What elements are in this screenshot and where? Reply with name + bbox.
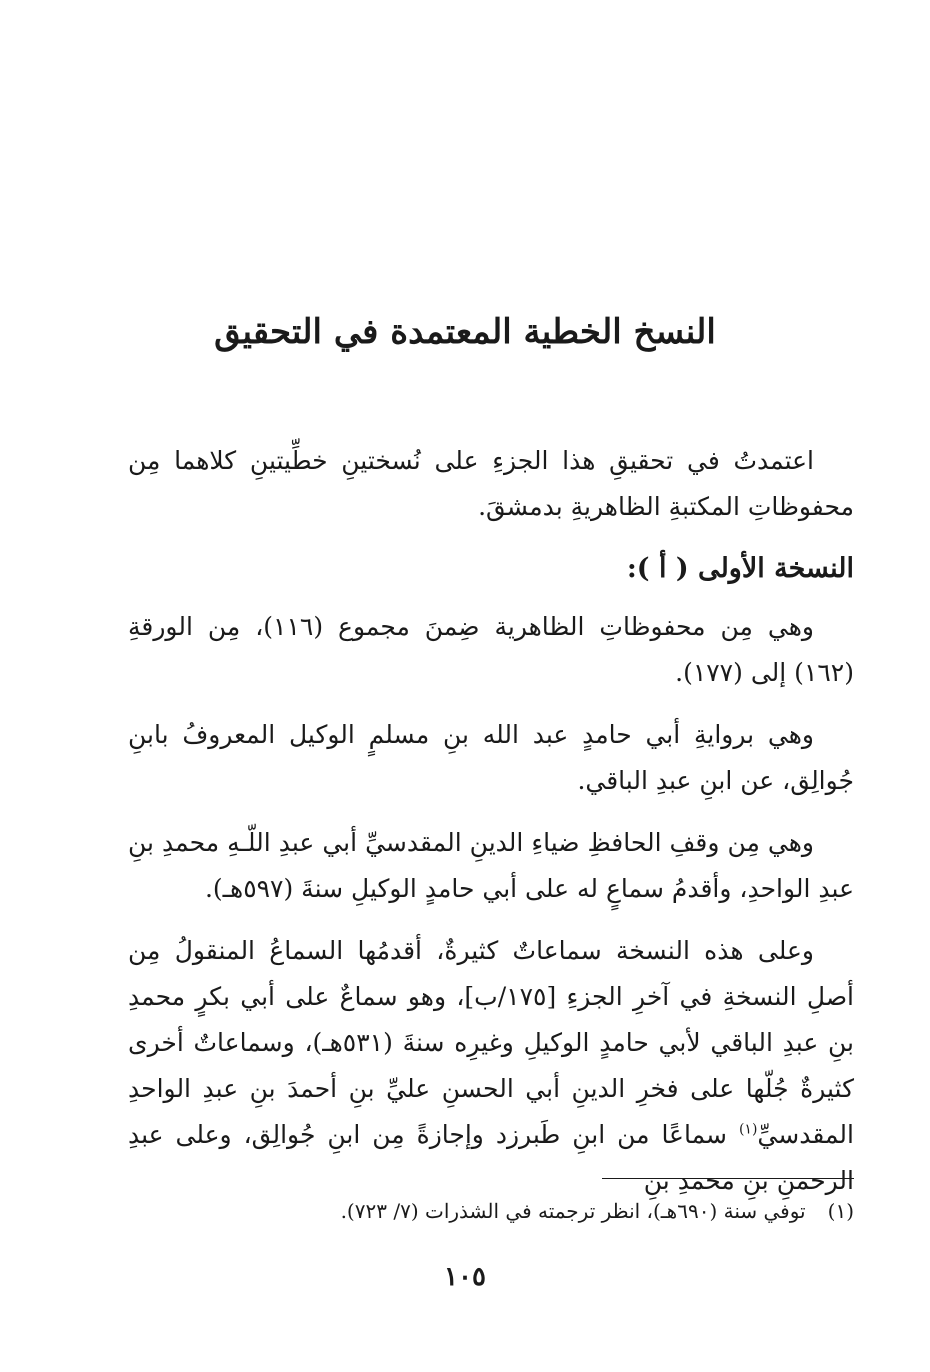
- footnote-marker: (١): [827, 1199, 854, 1223]
- page-number: ١٠٥: [444, 1262, 486, 1292]
- footnote-text: توفي سنة (٦٩٠هـ)، انظر ترجمته في الشذرات (٧/ ٧٢٣).: [340, 1199, 806, 1223]
- footnote-reference: (١): [738, 1121, 758, 1138]
- paragraph-2: وهي بروايةِ أبي حامدٍ عبد الله بنِ مسلمٍ الوكيل المعروفُ بابنِ جُوالِق، عن ابنِ عبدِ الباقي.: [128, 720, 854, 795]
- main-text: [128, 438, 854, 1220]
- footnote-divider: [602, 1178, 854, 1179]
- intro-paragraph: اعتمدتُ في تحقيقِ هذا الجزءِ على نُسختينِ خطِّيتينِ كلاهما مِن محفوظاتِ المكتبةِ الظاهريةِ بدمشقَ.: [128, 446, 854, 521]
- page-title: النسخ الخطية المعتمدة في التحقيق: [214, 312, 716, 352]
- paragraph-4: [128, 928, 854, 1204]
- paragraph-1: وهي مِن محفوظاتِ الظاهرية ضِمنَ مجموع (١١٦)، مِن الورقةِ (١٦٢) إلى (١٧٧).: [128, 612, 854, 687]
- paragraph-4-part-1: وعلى هذه النسخة سماعاتٌ كثيرةٌ، أقدمُها السماعُ المنقولُ مِن أصلِ النسخةِ في آخرِ الجزءِ [١٧٥/ب]، وهو سماعٌ على أبي بكرٍ محمدِ بنِ عبدِ الباقي لأبي حامدٍ الوكيلِ وغيرِه سنةَ (٥٣١هـ)، وسماعاتٌ أخرى كثيرةٌ جُلّها على فخرِ الدينِ أبي الحسنِ عليِّ بنِ أحمدَ بنِ عبدِ الواحدِ المقدسيِّ: [128, 936, 854, 1149]
- footnote: [128, 1196, 854, 1226]
- paragraph-4-part-2: سماعًا من ابنِ طَبرزد وإجازةً مِن ابنِ جُوالِق، وعلى عبدِ الرحمنِ بنِ محمدِ بنِ: [128, 1120, 854, 1195]
- section-heading: النسخة الأولى ( أ ):: [626, 553, 854, 584]
- paragraph-3: وهي مِن وقفِ الحافظِ ضياءِ الدينِ المقدسيِّ أبي عبدِ اللّـهِ محمدِ بنِ عبدِ الواحدِ، وأقدمُ سماعٍ له على أبي حامدٍ الوكيلِ سنةَ (٥٩٧هـ).: [128, 828, 854, 903]
